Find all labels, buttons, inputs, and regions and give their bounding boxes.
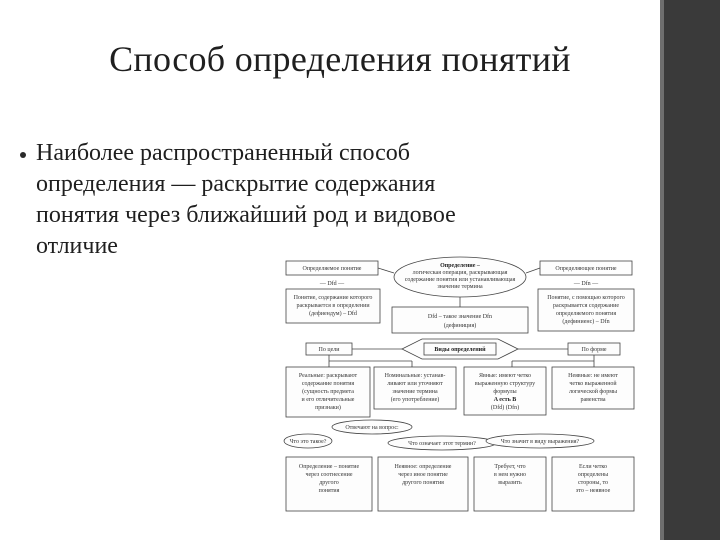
oval-line-1: Определение – — [440, 263, 480, 269]
explicit-def-2: выраженную структуру — [474, 381, 536, 387]
bottom-4-line-3: стороны, то — [578, 480, 608, 486]
bottom-2-line-1: Неявное: определение — [394, 464, 452, 470]
explicit-def-4: A есть B — [493, 397, 517, 403]
definition-scheme-diagram — [282, 255, 638, 517]
bottom-1-line-1: Определение – понятие — [298, 464, 360, 470]
bottom-4-line-1: Если четко — [579, 464, 607, 470]
bottom-2-line-2: через иное понятие — [398, 472, 448, 478]
real-def-1: Реальные: раскрывают — [298, 373, 358, 379]
dfn-label: — Dfn — — [573, 281, 599, 287]
explicit-def-3: формулы — [493, 389, 517, 395]
bottom-3-line-3: выразить — [498, 480, 522, 486]
term-meaning-label: Что означает этот термин? — [408, 441, 476, 447]
by-task-label: По цели — [318, 347, 340, 353]
formula-box — [392, 307, 528, 333]
nominal-def-2: ливают или уточняют — [387, 381, 443, 387]
bottom-4-line-2: определены — [577, 472, 609, 478]
what-is-it-label: Что это такое? — [289, 439, 327, 445]
dfn-desc-4: (дефиниенс) – Dfn — [562, 319, 610, 325]
real-def-3: (сущность предмета — [302, 389, 354, 395]
oval-line-3: содержание понятия или устанавливающая — [404, 277, 516, 283]
implicit-def-3: логической формы — [568, 389, 618, 395]
dfd-desc-3: (дефиендум) – Dfd — [309, 311, 357, 317]
formula-line-2: (дефиниция) — [443, 323, 477, 329]
nominal-def-3: значение термина — [392, 389, 438, 395]
bottom-1-line-4: понятия — [318, 488, 340, 494]
implicit-def-2: четко выраженной — [569, 381, 617, 387]
bottom-1-line-3: другого — [319, 480, 339, 486]
defining-concept-label: Определяющее понятие — [555, 266, 617, 272]
defined-concept-label: Определяемое понятие — [302, 266, 362, 272]
dfn-desc-2: раскрывается содержание — [552, 303, 620, 309]
bottom-1-line-2: через соотнесение — [305, 472, 353, 478]
types-label: Виды определений — [434, 347, 486, 353]
dfd-desc-2: раскрывается в определении — [296, 303, 370, 309]
bottom-4-line-4: это – неявное — [575, 488, 611, 494]
bottom-3-line-1: Требует, что — [494, 464, 526, 470]
explicit-def-5: (Dfd) (Dfn) — [490, 405, 520, 411]
real-def-2: содержание понятия — [301, 381, 355, 387]
dfn-desc-1: Понятие, с помощью которого — [547, 295, 625, 301]
answers-question-label: Отвечают на вопрос: — [345, 425, 399, 431]
bottom-2-line-3: другого понятия — [402, 480, 444, 486]
dfn-desc-3: определяемого понятия — [555, 311, 617, 317]
dfd-label: — Dfd — — [319, 281, 345, 287]
explicit-def-1: Явные: имеют четко — [478, 373, 532, 379]
real-def-5: признаки) — [315, 405, 341, 411]
nominal-def-1: Номинальные: устанав- — [384, 373, 446, 379]
bullet-dot-icon — [20, 152, 26, 158]
bullet-text: Наиболее распространенный способ определения — раскрытие содержания понятия через ближайший род и видовое отличие — [36, 140, 456, 259]
formula-line-1: Dfd – такое значение Dfn — [427, 314, 493, 320]
implicit-def-1: Неявные: не имеют — [568, 373, 618, 379]
real-def-4: и его отличительные — [301, 397, 355, 403]
slide-title: Способ определения понятий — [109, 39, 571, 79]
expression-label: Что значит в виду выражения? — [500, 439, 580, 445]
dfd-desc-1: Понятие, содержание которого — [293, 295, 373, 301]
by-form-label: По форме — [581, 347, 607, 353]
right-sidebar-bar — [664, 0, 720, 540]
implicit-def-4: равенства — [580, 397, 606, 403]
oval-line-2: логическая операция, раскрывающая — [412, 270, 508, 276]
oval-line-4: значение термина — [437, 284, 483, 290]
nominal-def-4: (его употребление) — [390, 397, 440, 403]
bottom-3-line-2: в нем нужно — [494, 472, 526, 478]
